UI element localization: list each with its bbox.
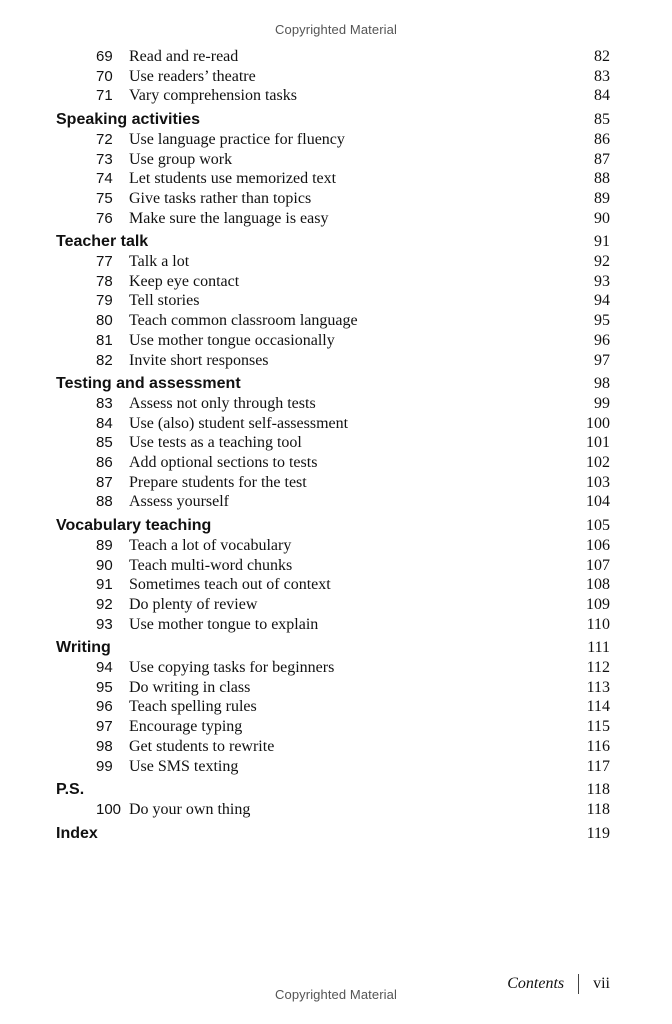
toc-entry-title: Give tasks rather than topics	[129, 189, 312, 207]
toc-page-number: 102	[586, 454, 610, 471]
toc-page-number: 116	[586, 737, 610, 755]
toc-entry	[0, 537, 672, 557]
watermark-bottom: Copyrighted Material	[275, 987, 397, 1002]
toc-entry-number: 98	[96, 737, 113, 755]
toc-entry-number: 99	[96, 757, 113, 775]
toc-entry-title: Invite short responses	[129, 351, 269, 369]
toc-entry-title: Use group work	[129, 150, 233, 168]
toc-entry	[0, 698, 672, 718]
toc-section	[0, 781, 672, 801]
toc-entry-number: 81	[96, 331, 113, 349]
toc-page-number: 109	[586, 595, 610, 613]
toc-page-number: 89	[594, 189, 610, 207]
toc-page-number: 87	[594, 150, 610, 168]
toc-entry-number: 76	[96, 209, 113, 227]
toc-entry-number: 72	[96, 130, 113, 148]
toc-entry-title: Keep eye contact	[129, 272, 240, 290]
toc-page-number: 101	[586, 434, 610, 452]
toc-entry-number: 89	[96, 536, 113, 554]
toc-entry	[0, 454, 672, 474]
toc-page-number: 115	[586, 718, 610, 736]
toc-section-title: Speaking activities	[56, 111, 201, 129]
toc-entry	[0, 738, 672, 758]
toc-entry-number: 95	[96, 678, 113, 696]
toc-entry	[0, 170, 672, 190]
toc-entry-number: 94	[96, 659, 113, 676]
toc-page-number: 95	[594, 312, 610, 330]
toc-section-title: P.S.	[56, 781, 85, 799]
toc-entry-number: 77	[96, 253, 113, 270]
toc-page-number: 84	[594, 87, 610, 105]
toc-entry-title: Assess yourself	[129, 493, 229, 511]
toc-page-number: 94	[594, 292, 610, 310]
toc-entry-number: 93	[96, 615, 113, 633]
toc-page-number: 98	[594, 375, 610, 393]
toc-entry-title: Prepare students for the test	[129, 473, 307, 491]
footer-label: Contents	[507, 975, 565, 992]
toc-entry	[0, 253, 672, 273]
toc-page-number: 88	[594, 170, 610, 188]
toc-entry-title: Use readers’ theatre	[129, 67, 256, 85]
toc-section-title: Vocabulary teaching	[56, 517, 212, 535]
toc-entry-title: Do writing in class	[129, 678, 251, 696]
toc-section-title: Index	[56, 824, 98, 842]
toc-section	[0, 233, 672, 253]
toc-entry-number: 88	[96, 493, 113, 511]
toc-page-number: 82	[594, 48, 610, 65]
toc-entry	[0, 679, 672, 699]
toc-entry-title: Add optional sections to tests	[129, 454, 318, 471]
toc-section	[0, 517, 672, 537]
toc-page-number: 83	[594, 67, 610, 85]
toc-entry-number: 69	[96, 48, 113, 65]
toc-entry	[0, 87, 672, 107]
toc-entry-title: Read and re-read	[129, 48, 239, 65]
toc-entry-title: Use mother tongue occasionally	[129, 331, 335, 349]
toc-page-number: 118	[586, 781, 610, 799]
toc-entry	[0, 415, 672, 435]
toc-entry	[0, 273, 672, 293]
toc-entry-number: 84	[96, 414, 113, 432]
toc-entry-title: Teach common classroom language	[129, 312, 358, 330]
toc-entry-title: Tell stories	[129, 292, 200, 310]
toc-entry-title: Use copying tasks for beginners	[129, 659, 335, 676]
toc-entry-number: 83	[96, 394, 113, 412]
toc-entry-number: 73	[96, 150, 113, 168]
toc-section	[0, 825, 672, 845]
toc-entry-title: Get students to rewrite	[129, 737, 275, 755]
toc-entry-title: Do plenty of review	[129, 595, 258, 613]
footer-page-number: vii	[593, 975, 610, 992]
toc-page-number: 106	[586, 536, 610, 554]
toc-entry	[0, 474, 672, 494]
toc-entry-title: Make sure the language is easy	[129, 209, 329, 227]
toc-entry	[0, 576, 672, 596]
toc-entry	[0, 758, 672, 778]
toc-entry	[0, 718, 672, 738]
toc-entry	[0, 616, 672, 636]
toc-entry-number: 75	[96, 189, 113, 207]
toc-entry-number: 87	[96, 473, 113, 491]
watermark-top: Copyrighted Material	[275, 22, 397, 37]
toc-page-number: 97	[594, 351, 610, 369]
toc-entry-title: Talk a lot	[129, 253, 190, 270]
toc-entry-title: Teach spelling rules	[129, 698, 257, 716]
toc-section-title: Teacher talk	[56, 233, 149, 251]
toc-entry	[0, 190, 672, 210]
toc-entry-number: 78	[96, 272, 113, 290]
toc-entry-title: Use tests as a teaching tool	[129, 434, 302, 452]
toc-entry-title: Vary comprehension tasks	[129, 87, 297, 105]
toc-entry	[0, 131, 672, 151]
toc-page-number: 100	[586, 414, 610, 432]
toc-entry-title: Use mother tongue to explain	[129, 615, 319, 633]
toc-page-number: 96	[594, 331, 610, 349]
toc-entry	[0, 659, 672, 679]
toc-entry	[0, 352, 672, 372]
toc-entry-number: 90	[96, 556, 113, 574]
toc-page-number: 105	[586, 517, 610, 535]
toc-page-number: 92	[594, 253, 610, 270]
toc-page-number: 90	[594, 209, 610, 227]
toc-entry-title: Use (also) student self-assessment	[129, 414, 349, 432]
toc-entry-number: 71	[96, 87, 113, 105]
toc-entry-number: 91	[96, 576, 113, 594]
toc-entry-number: 96	[96, 698, 113, 716]
toc-page-number: 108	[586, 576, 610, 594]
toc-entry-number: 85	[96, 434, 113, 452]
toc-section-title: Testing and assessment	[56, 375, 241, 393]
toc-page-number: 111	[587, 639, 610, 657]
toc-page-number: 86	[594, 130, 610, 148]
toc-entry	[0, 557, 672, 577]
toc-page-number: 117	[586, 757, 610, 775]
toc-page-number: 91	[594, 233, 610, 251]
toc-page-number: 93	[594, 272, 610, 290]
toc-entry-title: Sometimes teach out of context	[129, 576, 331, 594]
toc-entry	[0, 332, 672, 352]
toc-entry	[0, 395, 672, 415]
toc-entry	[0, 493, 672, 513]
toc-entry-title: Encourage typing	[129, 718, 243, 736]
toc-entry-number: 100	[96, 800, 122, 818]
toc-entry-number: 80	[96, 312, 113, 330]
toc-entry-number: 70	[96, 67, 113, 85]
toc-page-number: 99	[594, 394, 610, 412]
toc-page-number: 113	[586, 678, 610, 696]
toc-entry	[0, 292, 672, 312]
toc-page-number: 107	[586, 556, 610, 574]
toc-entry	[0, 312, 672, 332]
toc-entry-number: 74	[96, 170, 113, 188]
toc-entry	[0, 596, 672, 616]
toc-page-number: 104	[586, 493, 610, 511]
toc-section	[0, 375, 672, 395]
toc-entry-number: 79	[96, 292, 113, 310]
toc-entry-title: Teach multi-word chunks	[129, 556, 293, 574]
toc-entry-title: Use SMS texting	[129, 757, 239, 775]
toc-entry	[0, 434, 672, 454]
toc-page-number: 118	[586, 800, 610, 818]
toc-page-number: 85	[594, 111, 610, 129]
toc-section	[0, 111, 672, 131]
toc-entry	[0, 151, 672, 171]
toc-page-number: 112	[586, 659, 610, 676]
toc-page-number: 110	[586, 615, 610, 633]
toc-entry-number: 92	[96, 595, 113, 613]
toc-page-number: 103	[586, 473, 610, 491]
toc-entry	[0, 801, 672, 821]
toc-entry-title: Do your own thing	[129, 800, 251, 818]
toc-entry-title: Let students use memorized text	[129, 170, 337, 188]
toc-section	[0, 639, 672, 659]
toc-section-title: Writing	[56, 639, 111, 657]
toc-page-number: 119	[586, 824, 610, 842]
toc-page-number: 114	[586, 698, 610, 716]
toc-entry	[0, 210, 672, 230]
toc-entry-title: Use language practice for fluency	[129, 130, 345, 148]
toc-entry-number: 86	[96, 454, 113, 471]
toc-entry-title: Teach a lot of vocabulary	[129, 536, 292, 554]
toc-entry-number: 97	[96, 718, 113, 736]
toc-entry-number: 82	[96, 351, 113, 369]
toc-entry	[0, 48, 672, 68]
toc-entry	[0, 68, 672, 88]
toc-entry-title: Assess not only through tests	[129, 394, 316, 412]
